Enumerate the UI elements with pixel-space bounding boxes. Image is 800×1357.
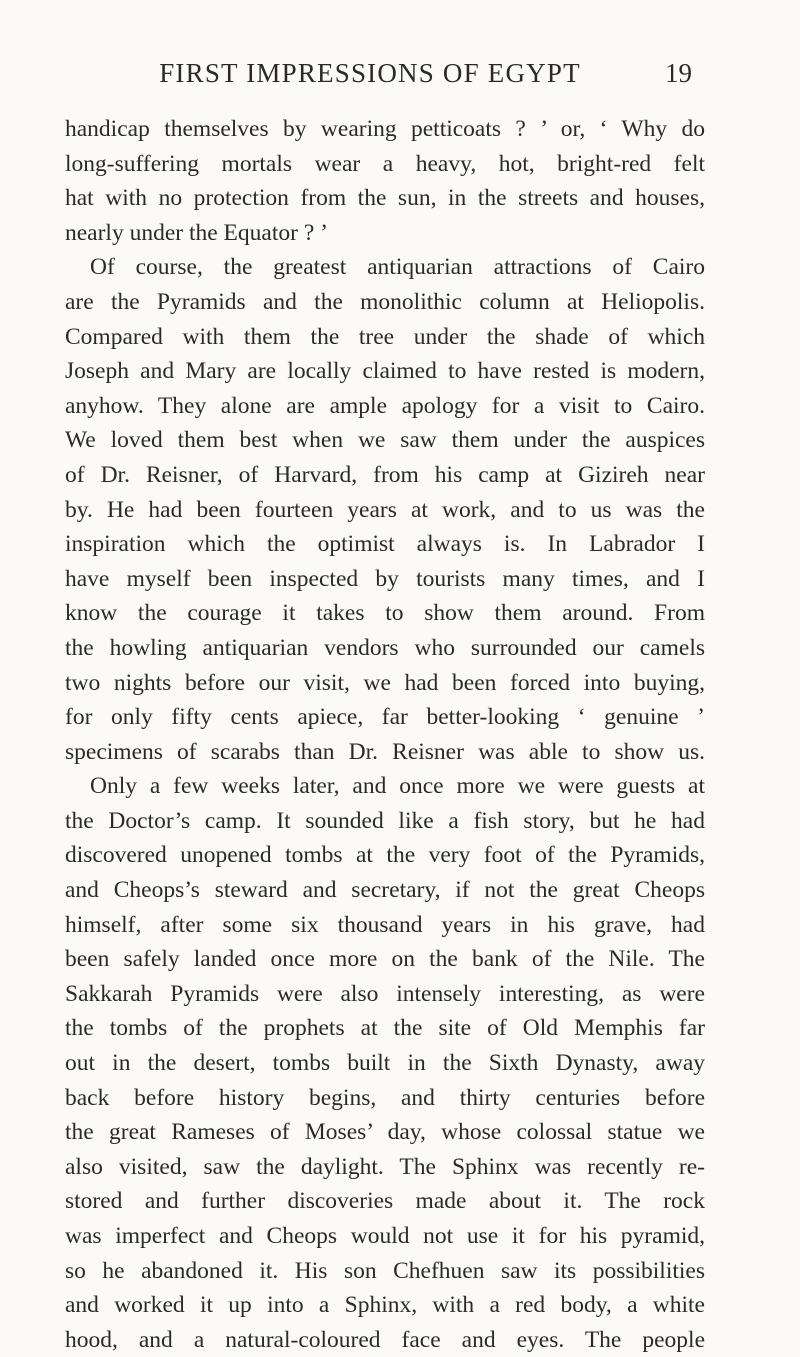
text-line: himself, after some six thousand years in his grave, had	[65, 911, 705, 938]
text-line: Compared with them the tree under the shade of which	[65, 323, 705, 350]
text-line: for only fifty cents apiece, far better-looking ‘ genuine ’	[65, 704, 705, 731]
text-line: was imperfect and Cheops would not use it for his pyramid,	[65, 1223, 705, 1249]
text-line: long-suffering mortals wear a heavy, hot, bright-red felt	[65, 150, 705, 177]
text-line: out in the desert, tombs built in the Sixth Dynasty, away	[65, 1050, 705, 1077]
text-line: by. He had been fourteen years at work, and to us was the	[65, 496, 705, 523]
text-line: anyhow. They alone are ample apology for a visit to Cairo.	[65, 392, 705, 419]
text-line: two nights before our visit, we had been forced into buying,	[65, 669, 705, 696]
text-line: have myself been inspected by tourists many times, and I	[65, 565, 705, 592]
text-line: and worked it up into a Sphinx, with a red body, a white	[65, 1292, 705, 1319]
text-line: specimens of scarabs than Dr. Reisner was able to show us.	[65, 738, 705, 765]
text-line: Joseph and Mary are locally claimed to have rested is modern,	[65, 358, 705, 385]
text-line: are the Pyramids and the monolithic column at Heliopolis.	[65, 288, 705, 315]
paragraph-start-line: Only a few weeks later, and once more we were guests at	[90, 773, 705, 800]
text-line: stored and further discoveries made about it. The rock	[65, 1188, 705, 1215]
text-line: handicap themselves by wearing petticoats ? ’ or, ‘ Why do	[65, 116, 705, 142]
text-line: nearly under the Equator ? ’	[65, 219, 328, 246]
text-line: the tombs of the prophets at the site of Old Memphis far	[65, 1015, 705, 1042]
running-head-title: FIRST IMPRESSIONS OF EGYPT	[159, 58, 581, 88]
text-line: the great Rameses of Moses’ day, whose colossal statue we	[65, 1119, 705, 1146]
text-line: back before history begins, and thirty centuries before	[65, 1084, 705, 1111]
text-line: also visited, saw the daylight. The Sphinx was recently re-	[65, 1153, 705, 1180]
page-number: 19	[665, 58, 692, 88]
text-line: know the courage it takes to show them around. From	[65, 600, 705, 627]
text-line: so he abandoned it. His son Chefhuen saw its possibilities	[65, 1257, 705, 1284]
text-line: the howling antiquarian vendors who surrounded our camels	[65, 634, 705, 661]
text-line: We loved them best when we saw them under the auspices	[65, 427, 705, 454]
text-line: the Doctor’s camp. It sounded like a fish story, but he had	[65, 807, 705, 834]
text-line: inspiration which the optimist always is. In Labrador I	[65, 531, 705, 558]
text-line: been safely landed once more on the bank of the Nile. The	[65, 946, 705, 973]
text-line: hood, and a natural-coloured face and eyes. The people	[65, 1326, 705, 1353]
text-line: of Dr. Reisner, of Harvard, from his camp at Gizireh near	[65, 461, 705, 488]
text-line: Sakkarah Pyramids were also intensely interesting, as were	[65, 980, 705, 1007]
paragraph-start-line: Of course, the greatest antiquarian attractions of Cairo	[90, 254, 705, 281]
body-text	[65, 112, 705, 1357]
text-line: hat with no protection from the sun, in the streets and houses,	[65, 185, 705, 212]
text-line: discovered unopened tombs at the very foot of the Pyramids,	[65, 842, 705, 869]
text-line: and Cheops’s steward and secretary, if not the great Cheops	[65, 877, 705, 904]
